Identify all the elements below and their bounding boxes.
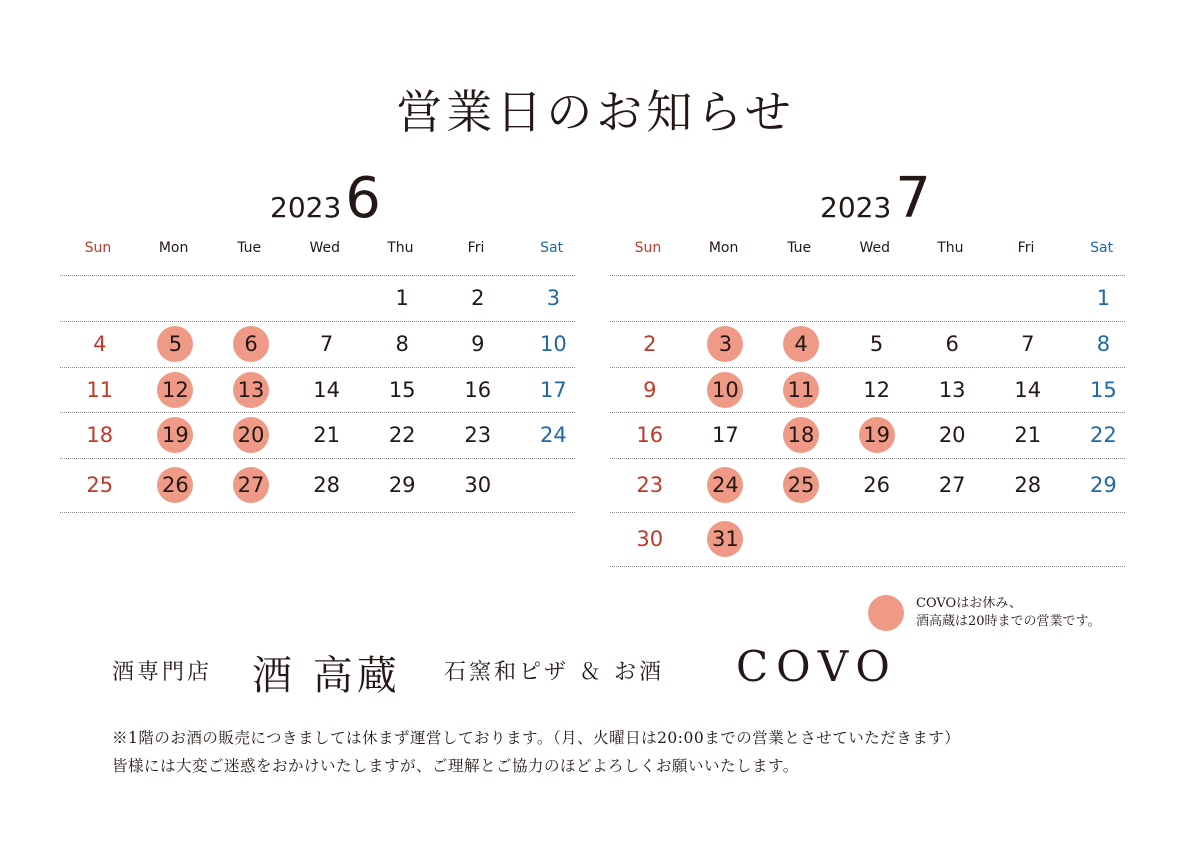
calendar-day: 11 <box>86 377 114 402</box>
calendar-day: 5 <box>168 332 183 356</box>
weekday-label: Wed <box>859 240 891 256</box>
calendar-day: 14 <box>1014 377 1042 402</box>
calendar-day: 23 <box>464 423 492 447</box>
weekday-label: Tue <box>787 240 812 256</box>
weekday-label: Sun <box>634 240 662 256</box>
row-divider <box>610 367 1125 368</box>
calendar-day: 14 <box>313 377 340 402</box>
calendar-day: 27 <box>237 473 265 497</box>
calendar-day: 29 <box>388 473 416 497</box>
weekday-label: Sun <box>84 240 112 256</box>
row-divider <box>60 458 575 459</box>
calendar-day: 16 <box>464 377 492 402</box>
weekday-label: Mon <box>708 240 739 256</box>
calendar-day: 9 <box>471 332 485 356</box>
row-divider <box>60 412 575 413</box>
calendar-day: 6 <box>244 332 258 356</box>
calendar-year: 2023 <box>270 191 342 224</box>
calendar-day: 2 <box>643 332 657 356</box>
calendar-day: 18 <box>86 423 114 447</box>
calendar-day: 24 <box>540 423 567 447</box>
calendar-day: 22 <box>388 423 416 447</box>
calendar-day: 4 <box>794 332 808 356</box>
calendar-day: 22 <box>1090 423 1117 447</box>
calendar-day: 4 <box>93 332 107 356</box>
calendar-day: 21 <box>1014 423 1042 447</box>
calendar-day: 26 <box>162 473 189 497</box>
row-divider <box>610 321 1125 322</box>
calendar-heading <box>820 166 931 231</box>
shop2-category: 石窯和ピザ ＆ お酒 <box>444 660 664 685</box>
calendar-day: 5 <box>869 332 884 356</box>
calendar-day: 27 <box>938 473 966 497</box>
calendar-day: 25 <box>787 473 815 497</box>
row-divider <box>610 566 1125 567</box>
row-divider <box>60 512 575 513</box>
calendar-heading <box>270 166 381 231</box>
row-divider <box>60 275 575 276</box>
calendar-day: 19 <box>162 423 189 447</box>
calendar-day: 7 <box>319 332 334 356</box>
note-line-2: 皆様には大変ご迷惑をおかけいたしますが、ご理解とご協力のほどよろしくお願いいたします。 <box>112 757 799 775</box>
calendar-day: 28 <box>1014 473 1042 497</box>
weekday-label: Mon <box>158 240 189 256</box>
calendar-day: 8 <box>1096 332 1111 356</box>
calendar-day: 6 <box>945 332 959 356</box>
calendar-day: 11 <box>787 377 815 402</box>
weekday-label: Fri <box>467 240 485 256</box>
page-title: 営業日のお知らせ <box>396 85 795 139</box>
calendar-day: 15 <box>388 377 416 402</box>
calendar-day: 17 <box>540 377 567 402</box>
calendar-day: 25 <box>86 473 114 497</box>
calendar-month: 7 <box>895 166 931 231</box>
calendar-day: 29 <box>1090 473 1117 497</box>
calendar-day: 28 <box>313 473 340 497</box>
row-divider <box>610 412 1125 413</box>
weekday-label: Tue <box>237 240 262 256</box>
legend-closed-marker <box>868 595 904 631</box>
calendar-day: 12 <box>863 377 890 402</box>
calendar-day: 20 <box>938 423 966 447</box>
calendar-day: 1 <box>395 286 409 310</box>
row-divider <box>610 458 1125 459</box>
weekday-label: Fri <box>1017 240 1035 256</box>
weekday-label: Thu <box>387 240 414 256</box>
legend-text <box>916 595 1101 631</box>
calendar-day: 10 <box>540 332 567 356</box>
calendar-year: 2023 <box>820 191 892 224</box>
shop1-name: 酒 高蔵 <box>252 653 401 699</box>
calendar-day: 8 <box>395 332 409 356</box>
calendar-day: 18 <box>787 423 815 447</box>
calendar-day: 17 <box>712 423 739 447</box>
row-divider <box>60 321 575 322</box>
calendar-day: 1 <box>1096 286 1111 310</box>
calendar-day: 3 <box>546 286 561 310</box>
legend-line-1: COVOはお休み、 <box>916 596 1022 611</box>
legend-line-2: 酒高蔵は20時までの営業です。 <box>916 614 1101 629</box>
calendar-day: 9 <box>643 377 657 402</box>
calendar-day: 10 <box>712 377 739 402</box>
calendar-day: 2 <box>471 286 485 310</box>
calendar-day: 3 <box>718 332 733 356</box>
calendar-day: 13 <box>237 377 265 402</box>
calendar-day: 23 <box>636 473 664 497</box>
shop1-category: 酒専門店 <box>112 660 213 685</box>
weekday-label: Thu <box>937 240 964 256</box>
calendar-day: 21 <box>313 423 340 447</box>
weekday-label: Wed <box>309 240 341 256</box>
shop2-name: COVO <box>736 642 898 691</box>
calendar-day: 16 <box>636 423 664 447</box>
calendar-day: 24 <box>712 473 739 497</box>
row-divider <box>610 512 1125 513</box>
calendar-day: 15 <box>1090 377 1117 402</box>
calendar-day: 26 <box>863 473 890 497</box>
calendar-day: 12 <box>162 377 189 402</box>
calendar-day: 19 <box>863 423 890 447</box>
calendar-day: 30 <box>464 473 492 497</box>
row-divider <box>610 275 1125 276</box>
weekday-label: Sat <box>1090 240 1114 256</box>
calendar-day: 7 <box>1021 332 1035 356</box>
calendar-day: 31 <box>712 527 739 551</box>
calendar-day: 13 <box>938 377 966 402</box>
calendar-month: 6 <box>345 166 381 231</box>
weekday-label: Sat <box>540 240 564 256</box>
calendar-day: 30 <box>636 527 664 551</box>
calendar-day: 20 <box>237 423 265 447</box>
row-divider <box>60 367 575 368</box>
note-line-1: ※1階のお酒の販売につきましては休まず運営しております。（月、火曜日は20:00までの営業とさせていただきます） <box>112 729 961 747</box>
